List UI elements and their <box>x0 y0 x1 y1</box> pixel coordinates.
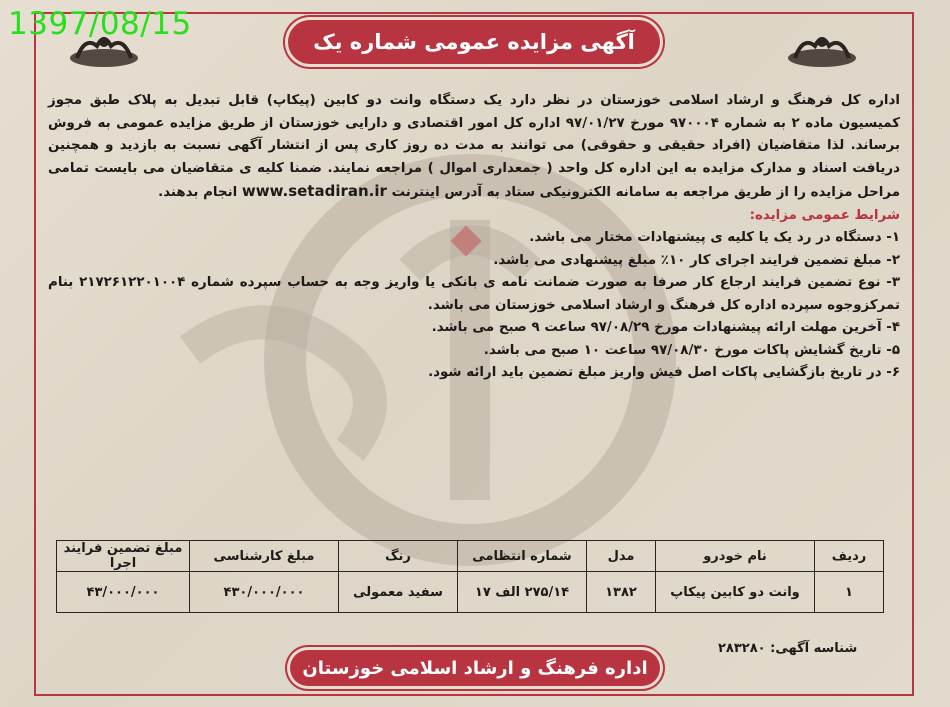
column-header: مبلغ تضمین فرایند اجرا <box>57 541 190 572</box>
table-cell: وانت دو کابین پیکاپ <box>656 572 815 613</box>
table-cell: ۴۳۰/۰۰۰/۰۰۰ <box>190 572 339 613</box>
table-header-row <box>57 541 884 572</box>
vehicle-table <box>56 540 884 613</box>
ad-title: آگهی مزایده عمومی شماره یک <box>313 30 635 54</box>
intro-paragraph <box>48 90 900 205</box>
column-header: نام خودرو <box>656 541 815 572</box>
announcement-id: شناسه آگهی: ۲۸۳۲۸۰ <box>718 641 858 656</box>
footer-banner <box>290 650 660 686</box>
column-header: مدل <box>587 541 656 572</box>
table-cell: ۱ <box>815 572 884 613</box>
table-cell: ۱۳۸۲ <box>587 572 656 613</box>
condition-item: ۱- دستگاه در رد یک یا کلیه ی پیشنهادات مختار می باشد. <box>529 230 900 245</box>
website-link[interactable]: www.setadiran.ir <box>241 182 387 200</box>
column-header: رنگ <box>339 541 458 572</box>
conditions-title: شرایط عمومی مزایده: <box>749 207 900 223</box>
ad-title-banner <box>288 20 660 64</box>
condition-item: ۳- نوع تضمین فرایند ارجاع کار صرفا به صورت ضمانت نامه ی بانکی یا واریز وجه به حساب سپرده شماره ۲۱۷۲۶۱۲۲۰۱۰۰۴ بنام تمرکزوجوه سپرده اداره کل فرهنگ و ارشاد اسلامی خوزستان می باشد. <box>48 275 900 313</box>
intro-text: اداره کل فرهنگ و ارشاد اسلامی خوزستان در نظر دارد یک دستگاه وانت دو کابین (پیکاپ) قابل تبدیل به پلاک طبق مجوز کمیسیون ماده ۲ به شماره ۹۷۰۰۰۴ مورخ ۹۷/۰۱/۲۷ اداره کل امور اقتصادی و دارایی خوزستان از طریق مزایده عمومی به فروش برساند. لذا متقاضیان (افراد حقیقی و حقوقی) می توانند به مدت ده روز کاری پس از انتشار آگهی نسبت به بازدید و همچنین دریافت اسناد و مدارک مزایده به این اداره کل واحد ( جمعداری اموال ) مراجعه نمایند. ضمنا کلیه ی متقاضیان می بایست تمامی مراحل مزایده را از طریق مراجعه به سامانه الکترونیکی ستاد به آدرس اینترنت <box>48 93 900 200</box>
table-cell: ۴۳/۰۰۰/۰۰۰ <box>57 572 190 613</box>
intro-text-end: انجام بدهند. <box>158 185 238 200</box>
column-header: ردیف <box>815 541 884 572</box>
condition-item: ۶- در تاریخ بازگشایی پاکات اصل فیش واریز مبلغ تضمین باید ارائه شود. <box>428 365 900 380</box>
date-stamp: 1397/08/15 <box>8 6 192 42</box>
ministry-emblem-icon <box>782 26 862 76</box>
footer-text: اداره فرهنگ و ارشاد اسلامی خوزستان <box>302 657 648 679</box>
column-header: شماره انتظامی <box>458 541 587 572</box>
table-cell: سفید معمولی <box>339 572 458 613</box>
table-row <box>57 572 884 613</box>
condition-item: ۵- تاریخ گشایش پاکات مورخ ۹۷/۰۸/۳۰ ساعت ۱۰ صبح می باشد. <box>483 342 900 358</box>
ad-body <box>48 90 900 385</box>
condition-item: ۲- مبلغ تضمین فرایند اجرای کار ۱۰٪ مبلغ پیشنهادی می باشد. <box>493 252 900 268</box>
table-cell: ۲۷۵/۱۴ الف ۱۷ <box>458 572 587 613</box>
condition-item: ۴- آخرین مهلت ارائه پیشنهادات مورخ ۹۷/۰۸/۲۹ ساعت ۹ صبح می باشد. <box>431 320 900 335</box>
column-header: مبلغ کارشناسی <box>190 541 339 572</box>
